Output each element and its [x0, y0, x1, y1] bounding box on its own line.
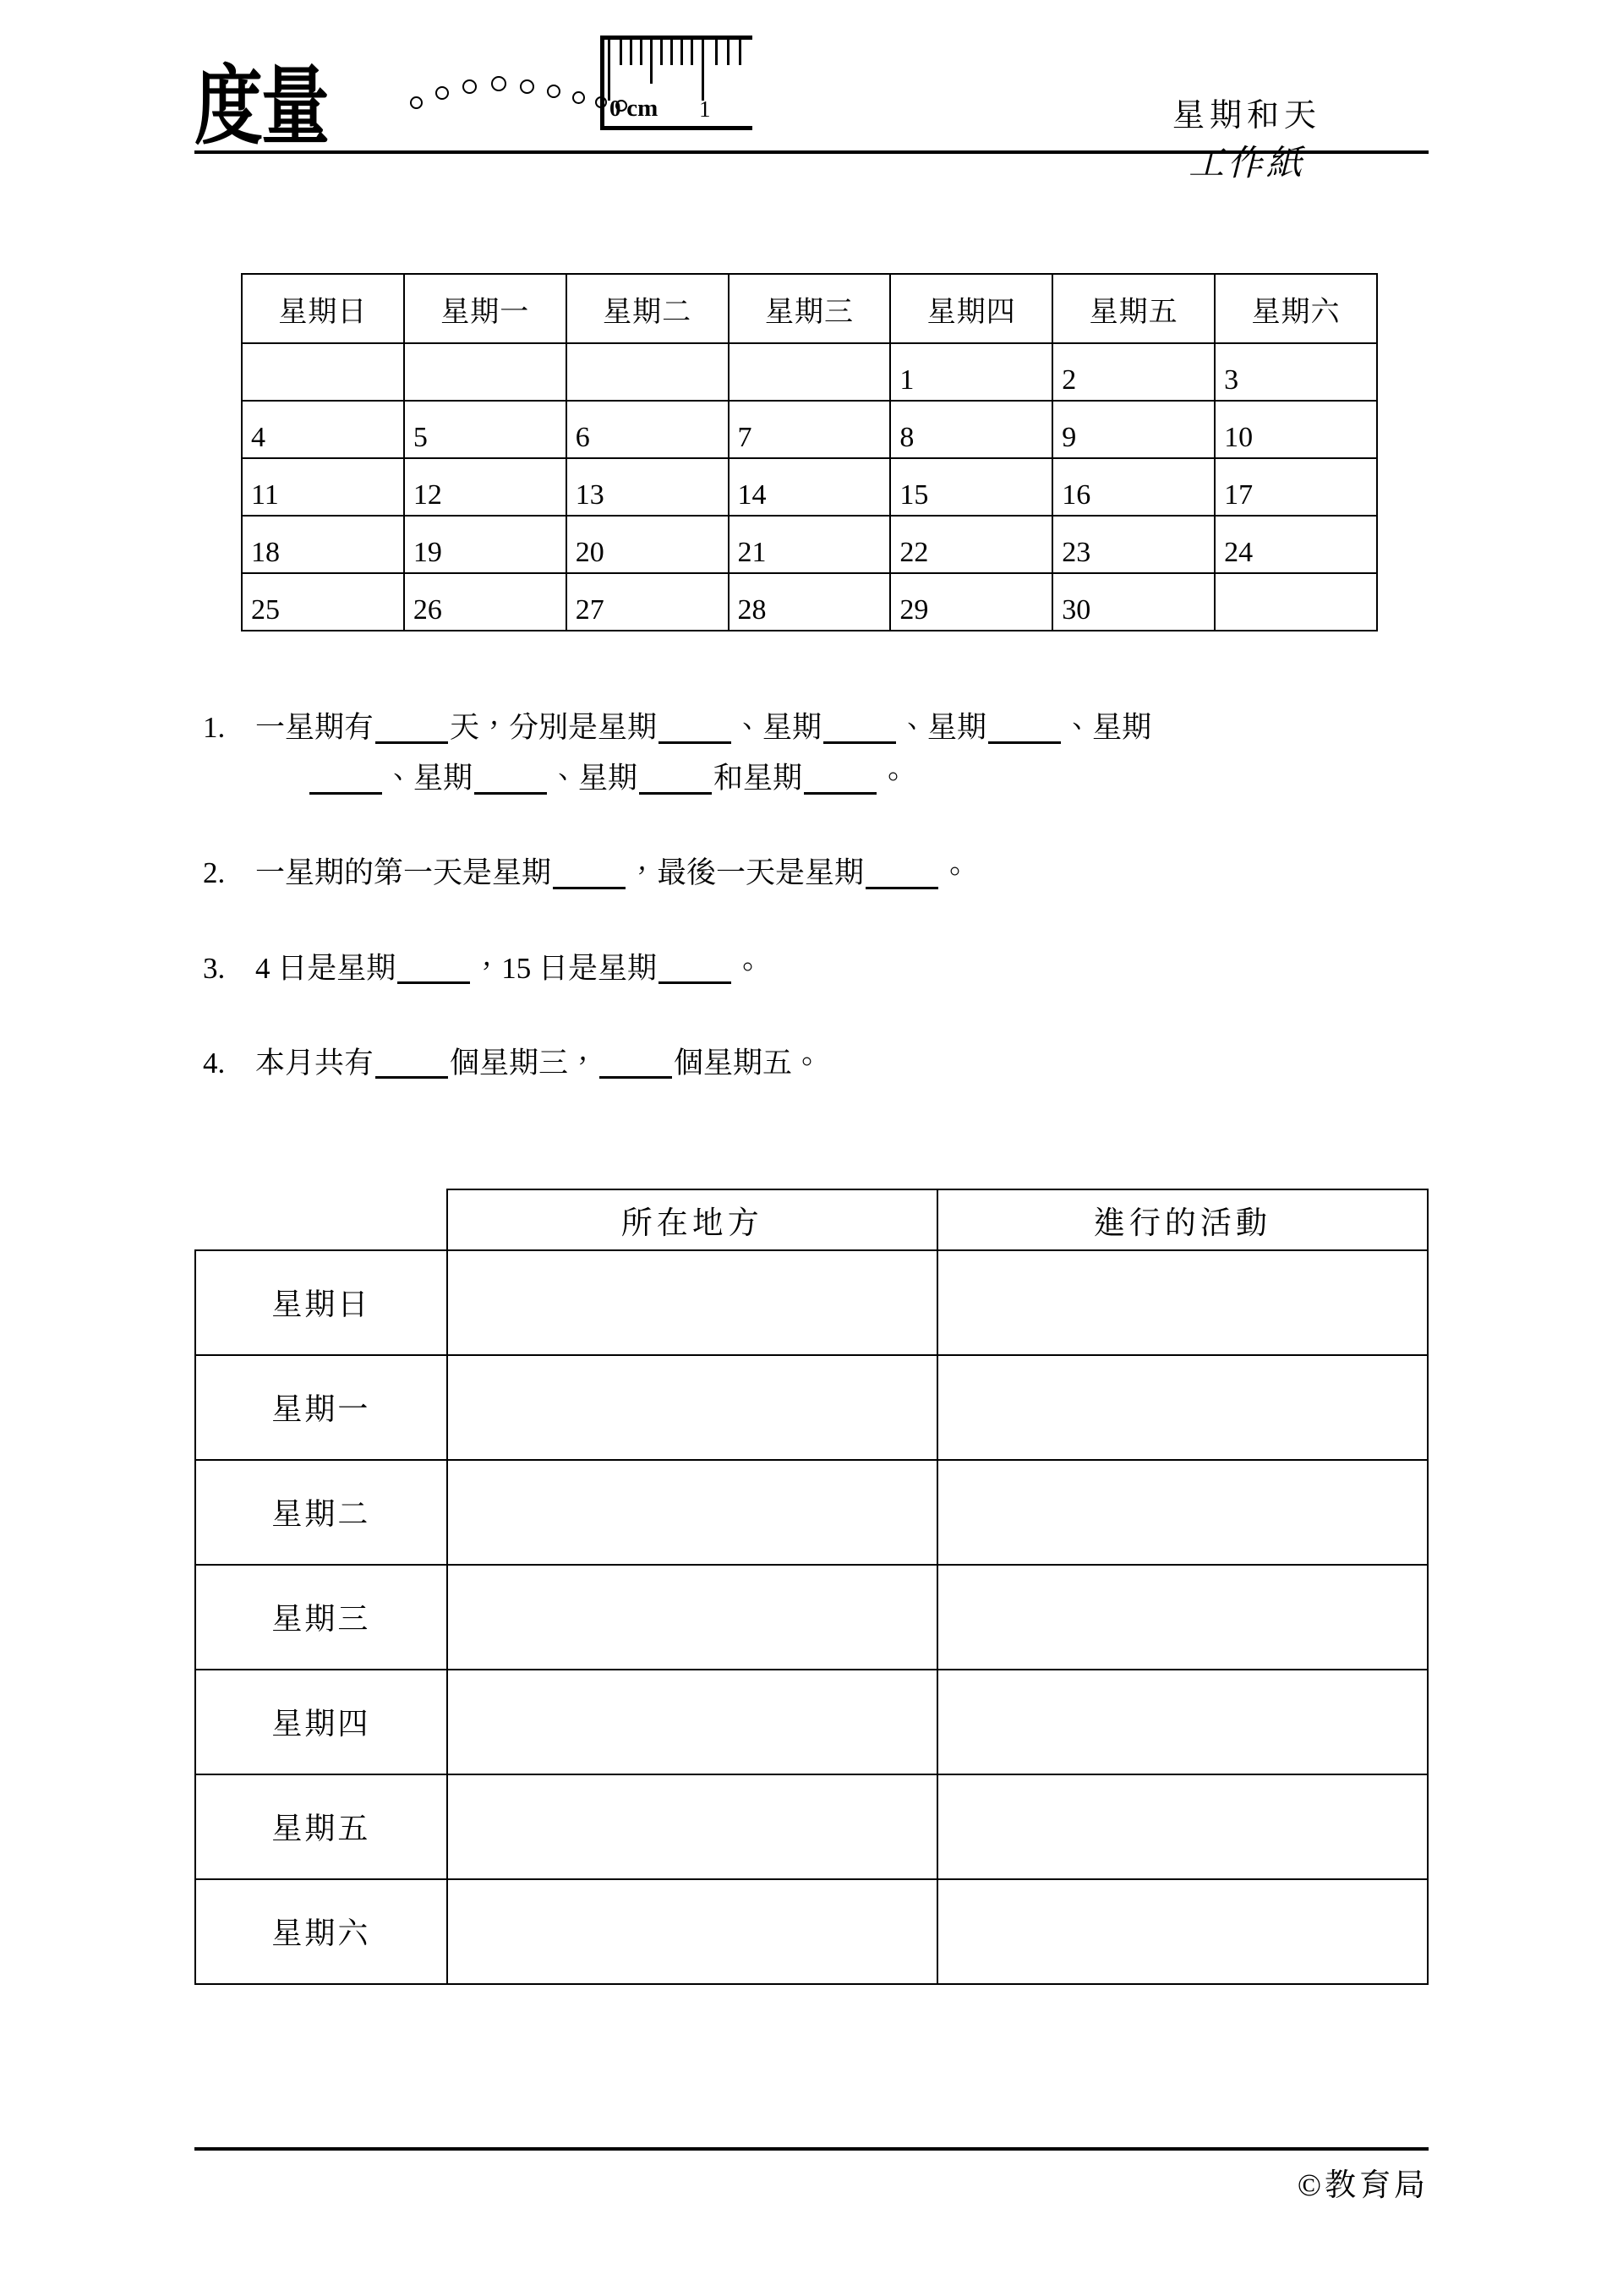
calendar-date-cell: 23 — [1052, 516, 1215, 573]
question-text — [255, 1038, 1405, 1089]
activity-row — [195, 1670, 1428, 1774]
ruler-tick — [620, 40, 622, 65]
activity-row — [195, 1460, 1428, 1565]
question-item — [203, 1038, 1429, 1089]
ruler-tick — [608, 40, 610, 101]
question-text-fragment: 和星期 — [713, 762, 803, 795]
calendar-date-cell: 16 — [1052, 458, 1215, 516]
question-text-fragment: 本月共有 — [255, 1046, 374, 1080]
question-number: 2. — [203, 856, 226, 890]
calendar-date-cell: 15 — [890, 458, 1052, 516]
question-text-fragment: 天，分別是星期 — [450, 711, 658, 744]
question-text — [255, 943, 1405, 994]
calendar-date-cell: 3 — [1215, 343, 1377, 401]
calendar-header-cell: 星期四 — [890, 274, 1052, 343]
activity-row — [195, 1565, 1428, 1670]
question-line — [255, 848, 1405, 899]
answer-blank[interactable] — [804, 761, 877, 795]
question-text-fragment: 、星期 — [733, 711, 822, 744]
arc-dot — [572, 91, 585, 104]
question-text-fragment: 個星期五。 — [674, 1046, 822, 1080]
question-item — [203, 702, 1429, 804]
activity-row — [195, 1355, 1428, 1460]
ruler-tick — [680, 40, 683, 65]
question-text-fragment: 4 日是星期 — [255, 951, 396, 985]
footer-divider — [194, 2147, 1429, 2151]
calendar-row — [242, 458, 1377, 516]
page-footer — [194, 2147, 1429, 2205]
activity-activity-cell[interactable] — [937, 1250, 1428, 1355]
question-text-fragment: 、星期 — [1063, 711, 1152, 744]
activity-row — [195, 1879, 1428, 1984]
ruler-tick — [691, 40, 693, 65]
calendar-date-cell: 6 — [566, 401, 729, 458]
arc-dot — [491, 76, 506, 91]
question-text-fragment: 、星期 — [549, 762, 638, 795]
answer-blank[interactable] — [866, 856, 938, 889]
answer-blank[interactable] — [309, 761, 382, 795]
answer-blank[interactable] — [375, 1046, 448, 1080]
arc-dot — [410, 96, 423, 109]
ruler-zero-label: 0 cm — [609, 95, 658, 122]
calendar-row — [242, 343, 1377, 401]
ruler-tick — [640, 40, 642, 65]
calendar-header-cell: 星期六 — [1215, 274, 1377, 343]
activity-column-header: 進行的活動 — [937, 1189, 1428, 1250]
calendar-table — [241, 273, 1378, 631]
question-text-fragment: 。 — [940, 856, 970, 890]
calendar-date-cell: 2 — [1052, 343, 1215, 401]
activity-location-cell[interactable] — [447, 1670, 937, 1774]
question-text-fragment: ，15 日是星期 — [472, 951, 658, 985]
calendar-date-cell: 4 — [242, 401, 404, 458]
question-number: 3. — [203, 951, 226, 985]
question-text-fragment: 一星期有 — [255, 711, 374, 744]
activity-row-label: 星期二 — [195, 1460, 447, 1565]
ruler-tick — [650, 40, 653, 84]
arc-dot — [520, 79, 534, 94]
copyright-notice: ©教育局 — [1297, 2168, 1429, 2203]
ruler-one-label: 1 — [699, 96, 711, 122]
questions-section — [203, 702, 1429, 1089]
question-line — [255, 1038, 1405, 1089]
calendar-date-cell: 25 — [242, 573, 404, 631]
activity-row-label: 星期四 — [195, 1670, 447, 1774]
ruler-tick — [702, 40, 704, 101]
calendar-date-cell: 7 — [729, 401, 891, 458]
activity-row-label: 星期六 — [195, 1879, 447, 1984]
calendar-date-cell: 28 — [729, 573, 891, 631]
calendar-date-cell: 19 — [404, 516, 566, 573]
calendar-date-cell: 26 — [404, 573, 566, 631]
calendar-header-cell: 星期三 — [729, 274, 891, 343]
calendar-date-cell — [566, 343, 729, 401]
activity-column-header: 所在地方 — [447, 1189, 937, 1250]
question-text-fragment: 、星期 — [898, 711, 987, 744]
activity-location-cell[interactable] — [447, 1774, 937, 1879]
answer-blank[interactable] — [553, 856, 626, 889]
calendar-date-cell — [1215, 573, 1377, 631]
calendar-header-cell: 星期二 — [566, 274, 729, 343]
question-text-fragment: 個星期三， — [450, 1046, 598, 1080]
calendar-row — [242, 573, 1377, 631]
dotted-arc-decoration — [410, 59, 621, 110]
calendar-header-cell: 星期日 — [242, 274, 404, 343]
activity-section — [194, 1189, 1429, 1985]
question-line — [255, 702, 1405, 753]
ruler-tick — [739, 40, 741, 65]
question-text — [255, 702, 1405, 804]
ruler-tick — [660, 40, 663, 65]
answer-blank[interactable] — [658, 710, 731, 744]
answer-blank[interactable] — [823, 710, 896, 744]
activity-location-cell[interactable] — [447, 1460, 937, 1565]
page-title: 星期和天 — [1172, 98, 1321, 134]
calendar-header-row — [242, 274, 1377, 343]
question-text-fragment: 。 — [733, 951, 763, 985]
question-line — [255, 753, 1405, 804]
activity-header-row — [195, 1189, 1428, 1250]
answer-blank[interactable] — [639, 761, 712, 795]
activity-location-cell[interactable] — [447, 1250, 937, 1355]
ruler-icon — [600, 36, 752, 130]
question-text-fragment: 一星期的第一天是星期 — [255, 856, 552, 890]
activity-row-label: 星期五 — [195, 1774, 447, 1879]
activity-row — [195, 1250, 1428, 1355]
activity-activity-cell[interactable] — [937, 1879, 1428, 1984]
activity-row-label: 星期一 — [195, 1355, 447, 1460]
question-text-fragment: ，最後一天是星期 — [627, 856, 865, 890]
activity-corner-cell — [195, 1189, 447, 1250]
question-item — [203, 848, 1429, 899]
answer-blank[interactable] — [375, 710, 448, 744]
calendar-date-cell: 1 — [890, 343, 1052, 401]
calendar-date-cell — [242, 343, 404, 401]
calendar-date-cell: 17 — [1215, 458, 1377, 516]
arc-dot — [435, 86, 449, 100]
calendar-date-cell: 24 — [1215, 516, 1377, 573]
activity-location-cell[interactable] — [447, 1355, 937, 1460]
calendar-date-cell — [729, 343, 891, 401]
activity-activity-cell[interactable] — [937, 1355, 1428, 1460]
calendar-date-cell: 30 — [1052, 573, 1215, 631]
question-text-fragment: 、星期 — [384, 762, 473, 795]
activity-table — [194, 1189, 1429, 1985]
calendar-date-cell: 27 — [566, 573, 729, 631]
activity-activity-cell[interactable] — [937, 1565, 1428, 1670]
ruler-unit-label: cm — [626, 95, 658, 122]
calendar-section — [241, 273, 1378, 631]
page-header — [194, 0, 1429, 182]
page-subtitle: 工作紙 — [1188, 144, 1305, 183]
calendar-header-cell: 星期五 — [1052, 274, 1215, 343]
question-text — [255, 848, 1405, 899]
activity-location-cell[interactable] — [447, 1565, 937, 1670]
calendar-date-cell: 10 — [1215, 401, 1377, 458]
answer-blank[interactable] — [397, 951, 470, 985]
activity-activity-cell[interactable] — [937, 1460, 1428, 1565]
header-title-block — [1065, 100, 1429, 184]
calendar-date-cell — [404, 343, 566, 401]
activity-row-label: 星期日 — [195, 1250, 447, 1355]
calendar-date-cell: 8 — [890, 401, 1052, 458]
calendar-row — [242, 401, 1377, 458]
activity-row-label: 星期三 — [195, 1565, 447, 1670]
ruler-tick — [727, 40, 730, 65]
activity-activity-cell[interactable] — [937, 1774, 1428, 1879]
calendar-date-cell: 13 — [566, 458, 729, 516]
question-number: 1. — [203, 711, 226, 744]
answer-blank[interactable] — [474, 761, 547, 795]
calendar-date-cell: 11 — [242, 458, 404, 516]
brand-logo — [194, 52, 336, 157]
question-line — [255, 943, 1405, 994]
ruler-tick — [630, 40, 632, 65]
question-item — [203, 943, 1429, 994]
calendar-date-cell: 21 — [729, 516, 891, 573]
ruler-tick — [670, 40, 673, 65]
question-text-fragment: 。 — [878, 762, 909, 795]
activity-row — [195, 1774, 1428, 1879]
calendar-date-cell: 29 — [890, 573, 1052, 631]
calendar-row — [242, 516, 1377, 573]
calendar-header-cell: 星期一 — [404, 274, 566, 343]
answer-blank[interactable] — [658, 951, 731, 985]
arc-dot — [462, 79, 477, 94]
calendar-date-cell: 12 — [404, 458, 566, 516]
calendar-date-cell: 5 — [404, 401, 566, 458]
answer-blank[interactable] — [599, 1046, 672, 1080]
answer-blank[interactable] — [988, 710, 1061, 744]
brand-label: 度量 — [194, 57, 328, 157]
calendar-date-cell: 18 — [242, 516, 404, 573]
calendar-date-cell: 9 — [1052, 401, 1215, 458]
activity-location-cell[interactable] — [447, 1879, 937, 1984]
calendar-date-cell: 14 — [729, 458, 891, 516]
activity-activity-cell[interactable] — [937, 1670, 1428, 1774]
calendar-date-cell: 22 — [890, 516, 1052, 573]
ruler-tick — [715, 40, 718, 65]
calendar-date-cell: 20 — [566, 516, 729, 573]
question-number: 4. — [203, 1046, 226, 1080]
arc-dot — [547, 85, 560, 98]
